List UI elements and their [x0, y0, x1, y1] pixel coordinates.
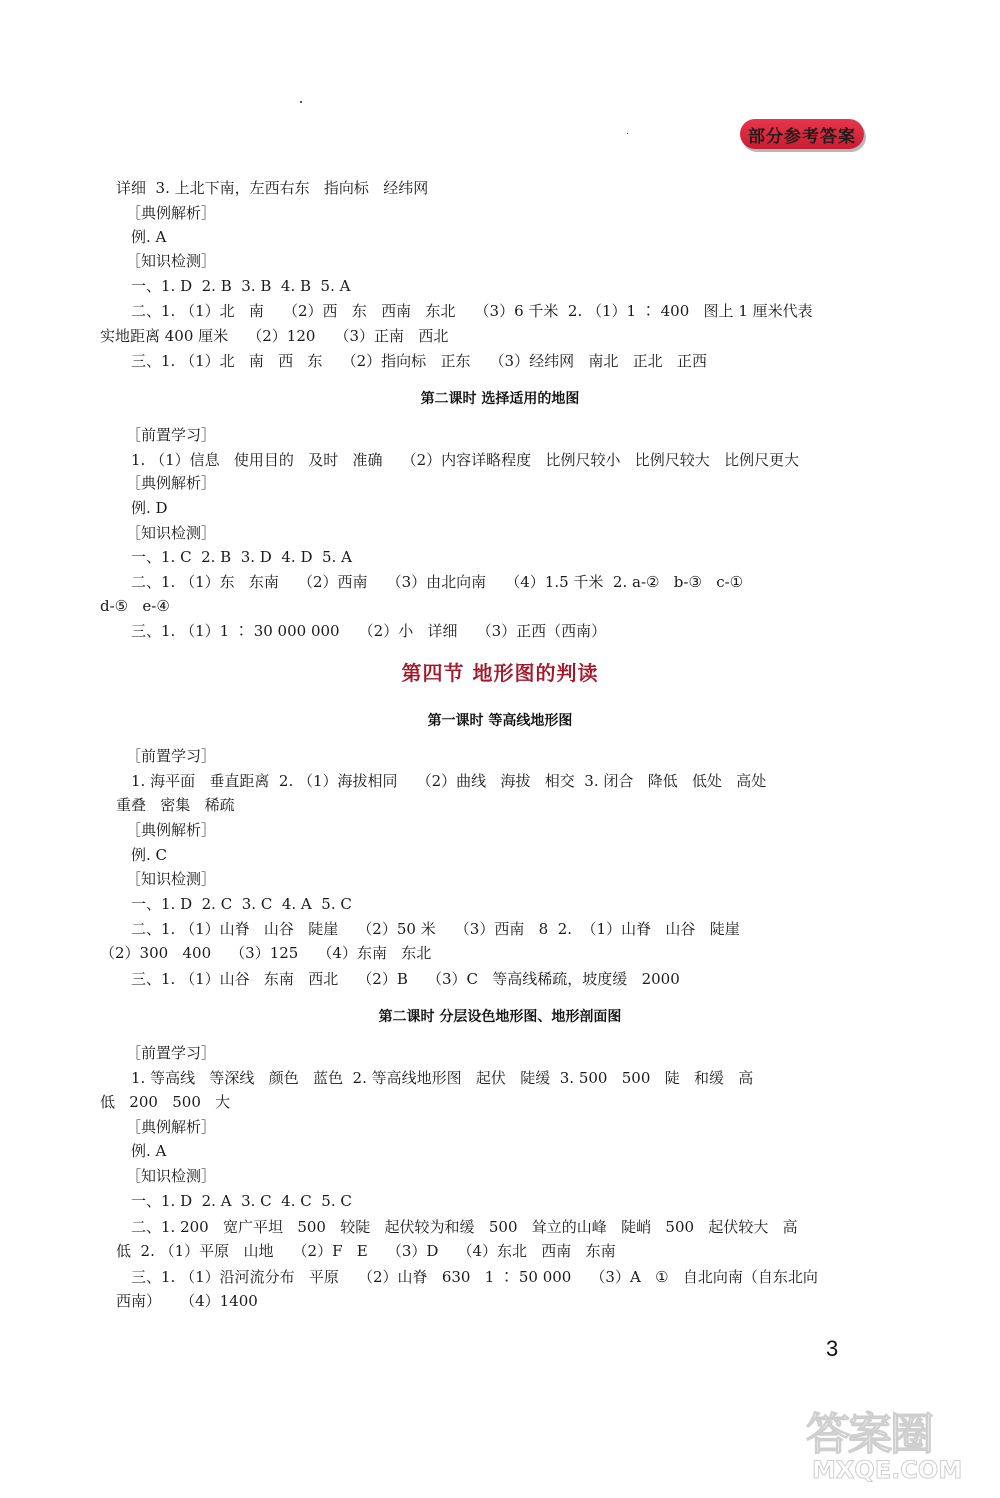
text-line: 例. C	[131, 846, 168, 864]
text-line: 二、1. （1）山脊 山谷 陡崖 （2）50 米 （3）西南 8 2. （1）山脊 山谷 陡崖	[131, 920, 740, 938]
text-line: 三、1. （1）沿河流分布 平原 （2）山脊 630 1 ∶ 50 000 （3）A ① 自北向南（自东北向	[131, 1268, 818, 1286]
text-line: 低 200 500 大	[100, 1093, 231, 1111]
heading-example: ［典例解析］	[126, 474, 217, 492]
text-line: 三、1. （1）北 南 西 东 （2）指向标 正东 （3）经纬网 南北 正北 正西	[131, 352, 707, 370]
watermark	[806, 1398, 986, 1496]
text-line: 二、1. 200 宽广平坦 500 较陡 起伏较为和缓 500 耸立的山峰 陡峭 500 起伏较大 高	[131, 1218, 798, 1236]
text-line: 一、1. D 2. B 3. B 4. B 5. A	[131, 277, 351, 295]
text-line: 低 2. （1）平原 山地 （2）F E （3）D （4）东北 西南 东南	[116, 1242, 616, 1260]
answer-key-badge	[740, 119, 864, 149]
text-line: 例. A	[131, 228, 167, 246]
heading-example: ［典例解析］	[126, 1118, 217, 1136]
text-line: 二、1. （1）北 南 （2）西 东 西南 东北 （3）6 千米 2. （1）1 ∶ 400 图上 1 厘米代表	[131, 302, 813, 320]
page-number: 3	[826, 1336, 839, 1361]
text-line: 三、1. （1）1 ∶ 30 000 000 （2）小 详细 （3）正西（西南）	[131, 622, 607, 640]
text-line: 二、1. （1）东 东南 （2）西南 （3）由北向南 （4）1.5 千米 2. a-② b-③ c-①	[131, 573, 744, 591]
heading-check: ［知识检测］	[126, 870, 217, 888]
watermark-url: MXQE.COM	[812, 1456, 963, 1484]
lesson-title: 第二课时 分层设色地形图、地形剖面图	[378, 1009, 622, 1025]
scan-dot	[627, 133, 628, 134]
heading-preview: ［前置学习］	[126, 1044, 217, 1062]
text-line: 1. 海平面 垂直距离 2. （1）海拔相同 （2）曲线 海拔 相交 3. 闭合 降低 低处 高处	[131, 772, 767, 790]
answer-key-badge-label: 部分参考答案	[748, 126, 856, 147]
heading-example: ［典例解析］	[126, 204, 217, 222]
text-line: 一、1. D 2. C 3. C 4. A 5. C	[131, 895, 352, 913]
text-line: 重叠 密集 稀疏	[116, 796, 235, 814]
lesson-title: 第二课时 选择适用的地图	[420, 391, 580, 407]
text-line: 西南） （4）1400	[116, 1292, 258, 1310]
text-line: d-⑤ e-④	[100, 597, 170, 615]
section-title: 第四节 地形图的判读	[401, 661, 599, 685]
heading-preview: ［前置学习］	[126, 426, 217, 444]
heading-check: ［知识检测］	[126, 1167, 217, 1185]
text-line: （2）300 400 （3）125 （4）东南 东北	[100, 944, 432, 962]
text-line: 一、1. D 2. A 3. C 4. C 5. C	[131, 1192, 352, 1210]
heading-preview: ［前置学习］	[126, 747, 217, 765]
text-line: 例. A	[131, 1142, 167, 1160]
scan-dot	[300, 101, 302, 103]
text-line: 1. 等高线 等深线 颜色 蓝色 2. 等高线地形图 起伏 陡缓 3. 500 500 陡 和缓 高	[131, 1069, 754, 1087]
heading-example: ［典例解析］	[126, 821, 217, 839]
text-line: 1. （1）信息 使用目的 及时 准确 （2）内容详略程度 比例尺较小 比例尺较大 比例尺更大	[131, 451, 800, 469]
text-line: 详细 3. 上北下南，左西右东 指向标 经纬网	[116, 179, 429, 197]
watermark-logo: 答案圈	[806, 1409, 932, 1460]
lesson-title: 第一课时 等高线地形图	[427, 713, 573, 729]
text-line: 例. D	[131, 499, 168, 517]
text-line: 三、1. （1）山谷 东南 西北 （2）B （3）C 等高线稀疏，坡度缓 2000	[131, 970, 680, 988]
text-line: 一、1. C 2. B 3. D 4. D 5. A	[131, 548, 352, 566]
heading-check: ［知识检测］	[126, 252, 217, 270]
text-line: 实地距离 400 厘米 （2）120 （3）正南 西北	[100, 327, 449, 345]
heading-check: ［知识检测］	[126, 524, 217, 542]
